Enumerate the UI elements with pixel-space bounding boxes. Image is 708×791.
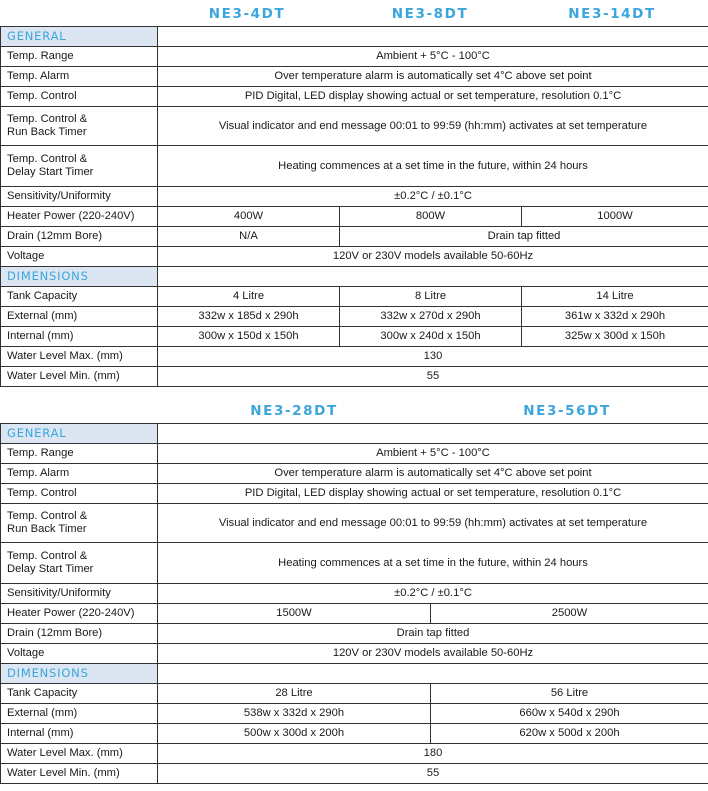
table-row [1,684,708,704]
row-label [1,543,158,584]
section-header-general [1,27,708,47]
row-value: 4 Litre [158,287,340,307]
row-label-line: Delay Start Timer [7,166,94,178]
row-value: 300w x 240d x 150h [340,327,522,347]
table-row [1,464,708,484]
row-label: Heater Power (220-240V) [1,207,158,227]
row-label: Water Level Min. (mm) [1,367,158,387]
row-value: 1000W [522,207,708,227]
table-row [1,724,708,744]
row-value: 55 [158,367,708,387]
table-row [1,287,708,307]
row-value: 14 Litre [522,287,708,307]
table-row [1,367,708,387]
section-title: DIMENSIONS [1,267,158,287]
table-row [1,543,708,584]
row-value: ±0.2°C / ±0.1°C [158,187,708,207]
model-header-row [0,6,708,26]
row-label: Temp. Control [1,87,158,107]
row-label-line: Run Back Timer [7,126,87,138]
row-value: 120V or 230V models available 50-60Hz [158,644,708,664]
row-value: 28 Litre [158,684,431,704]
row-value: 180 [158,744,708,764]
table-row [1,444,708,464]
section-title: DIMENSIONS [1,664,158,684]
row-label: Water Level Max. (mm) [1,347,158,367]
row-label: Sensitivity/Uniformity [1,187,158,207]
table-row [1,327,708,347]
row-value: 500w x 300d x 200h [158,724,431,744]
row-value: 2500W [431,604,708,624]
model-name: NE3-8DT [391,6,469,22]
row-value: 1500W [158,604,431,624]
table-row [1,187,708,207]
row-label-line: Temp. Control & [7,550,88,562]
spec-block-2 [0,403,708,784]
row-value: 332w x 185d x 290h [158,307,340,327]
section-header-dimensions [1,267,708,287]
table-row [1,107,708,146]
row-value: Visual indicator and end message 00:01 to 99:59 (hh:mm) activates at set temperature [158,504,708,543]
row-value: Heating commences at a set time in the future, within 24 hours [158,543,708,584]
row-label: Temp. Alarm [1,67,158,87]
row-label: Drain (12mm Bore) [1,227,158,247]
row-label: Temp. Range [1,47,158,67]
row-label: Tank Capacity [1,684,158,704]
row-label-line: Delay Start Timer [7,563,94,575]
row-value: PID Digital, LED display showing actual or set temperature, resolution 0.1°C [158,87,708,107]
section-title: GENERAL [1,424,158,444]
spec-block-1 [0,6,708,387]
row-value: Over temperature alarm is automatically set 4°C above set point [158,67,708,87]
row-label [1,504,158,543]
row-label: Heater Power (220-240V) [1,604,158,624]
row-label: Internal (mm) [1,327,158,347]
row-label: External (mm) [1,307,158,327]
table-row [1,504,708,543]
model-header-row [0,403,708,423]
section-header-dimensions [1,664,708,684]
row-label: Temp. Control [1,484,158,504]
row-label [1,146,158,187]
row-value: Ambient + 5°C - 100°C [158,47,708,67]
table-row [1,146,708,187]
row-value: PID Digital, LED display showing actual or set temperature, resolution 0.1°C [158,484,708,504]
table-row [1,307,708,327]
table-row [1,624,708,644]
row-value: 361w x 332d x 290h [522,307,708,327]
table-row [1,227,708,247]
row-label: Temp. Range [1,444,158,464]
table-row [1,67,708,87]
row-value: 8 Litre [340,287,522,307]
row-value: Ambient + 5°C - 100°C [158,444,708,464]
row-value: Heating commences at a set time in the future, within 24 hours [158,146,708,187]
section-header-general [1,424,708,444]
row-value: 620w x 500d x 200h [431,724,708,744]
row-value: Over temperature alarm is automatically set 4°C above set point [158,464,708,484]
section-title: GENERAL [1,27,158,47]
row-value: 120V or 230V models available 50-60Hz [158,247,708,267]
table-row [1,484,708,504]
row-label-line: Temp. Control & [7,153,88,165]
row-value: 660w x 540d x 290h [431,704,708,724]
model-name: NE3-14DT [568,6,656,22]
row-value: 55 [158,764,708,784]
row-label: Voltage [1,644,158,664]
row-value: 130 [158,347,708,367]
table-row [1,604,708,624]
table-row [1,704,708,724]
row-value: ±0.2°C / ±0.1°C [158,584,708,604]
table-row [1,207,708,227]
model-name: NE3-28DT [250,403,338,419]
row-value: 400W [158,207,340,227]
row-label: Tank Capacity [1,287,158,307]
row-value: N/A [158,227,340,247]
spec-table-1 [0,26,708,387]
table-row [1,644,708,664]
row-label: Water Level Min. (mm) [1,764,158,784]
table-row [1,744,708,764]
table-row [1,247,708,267]
row-value: 332w x 270d x 290h [340,307,522,327]
table-row [1,87,708,107]
row-value: Drain tap fitted [158,624,708,644]
row-value: 56 Litre [431,684,708,704]
row-value: Drain tap fitted [340,227,708,247]
row-label: Sensitivity/Uniformity [1,584,158,604]
row-label-line: Temp. Control & [7,510,88,522]
row-label: Voltage [1,247,158,267]
row-label-line: Temp. Control & [7,113,88,125]
row-value: 538w x 332d x 290h [158,704,431,724]
row-value: 325w x 300d x 150h [522,327,708,347]
table-row [1,47,708,67]
spec-table-2 [0,423,708,784]
row-label [1,107,158,146]
row-label: Internal (mm) [1,724,158,744]
row-label: Temp. Alarm [1,464,158,484]
table-row [1,584,708,604]
row-value: 800W [340,207,522,227]
row-label: Water Level Max. (mm) [1,744,158,764]
model-name: NE3-4DT [208,6,286,22]
table-row [1,764,708,784]
model-name: NE3-56DT [523,403,611,419]
row-value: Visual indicator and end message 00:01 to 99:59 (hh:mm) activates at set temperature [158,107,708,146]
row-value: 300w x 150d x 150h [158,327,340,347]
row-label-line: Run Back Timer [7,523,87,535]
row-label: Drain (12mm Bore) [1,624,158,644]
row-label: External (mm) [1,704,158,724]
table-row [1,347,708,367]
